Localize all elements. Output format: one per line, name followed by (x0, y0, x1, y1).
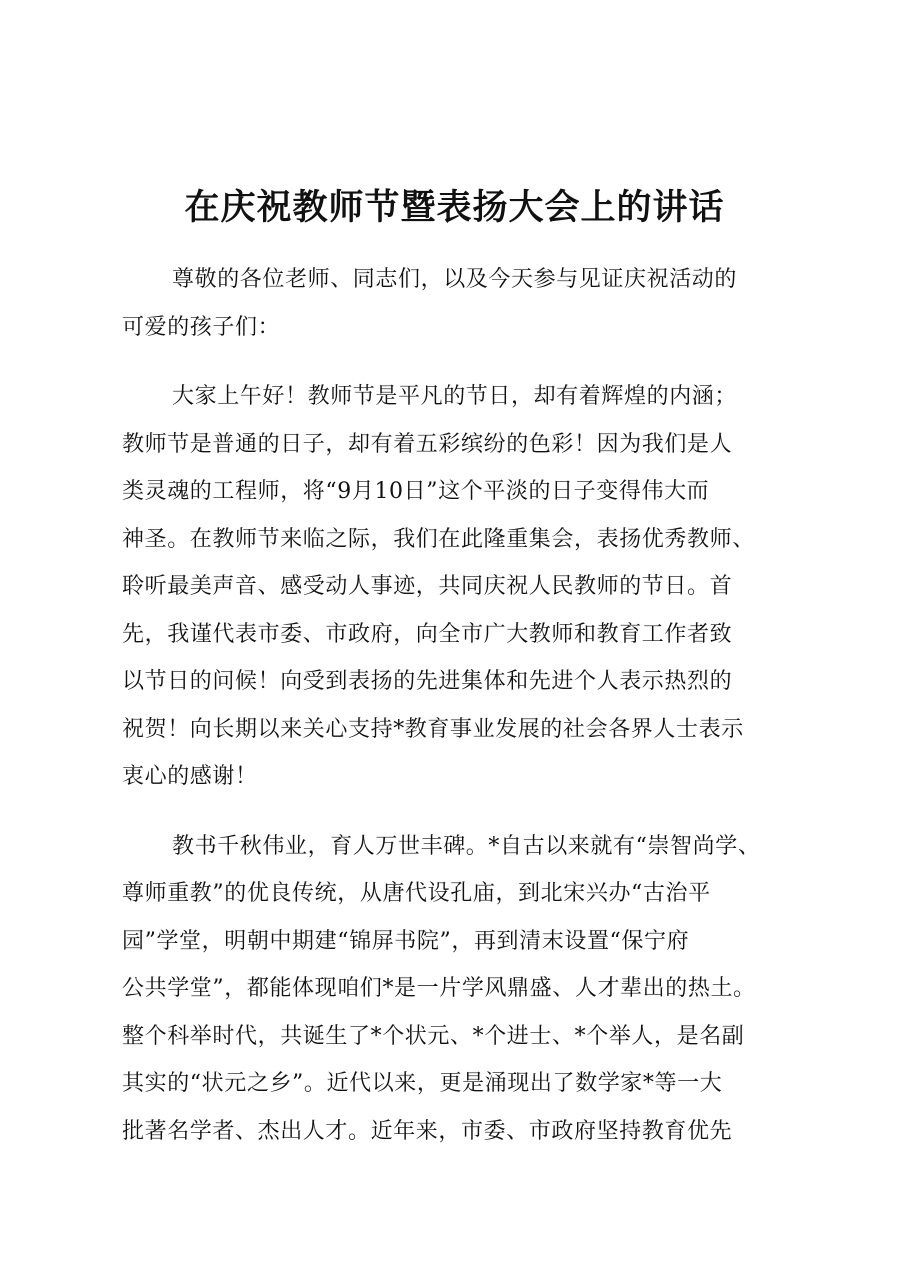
text-line: 公共学堂”，都能体现咱们*是一片学风鼎盛、人才辈出的热土。 (122, 976, 756, 1001)
text-line: 尊敬的各位老师、同志们，以及今天参与见证庆祝活动的 (172, 267, 738, 292)
text-line: 衷心的感谢！ (122, 764, 258, 789)
text-line: 聆听最美声音、感受动人事迹，共同庆祝人民教师的节日。首 (122, 574, 733, 599)
text-line: 批著名学者、杰出人才。近年来，市委、市政府坚持教育优先 (122, 1118, 733, 1144)
text-line: 祝贺！向长期以来关心支持*教育事业发展的社会各界人士表示 (122, 716, 744, 742)
text-line: 整个科举时代，共诞生了*个状元、*个进士、*个举人，是名副 (122, 1023, 745, 1049)
text-line: 教书千秋伟业，育人万世丰碑。*自古以来就有“崇智尚学、 (172, 833, 761, 859)
text-line: 神圣。在教师节来临之际，我们在此隆重集会，表扬优秀教师、 (122, 526, 755, 552)
page-title: 在庆祝教师节暨表扬大会上的讲话 (184, 187, 725, 228)
text-line: 教师节是普通的日子，却有着五彩缤纷的色彩！因为我们是人 (122, 431, 733, 457)
text-line: 尊师重教”的优良传统，从唐代设孔庙，到北宋兴办“古治平 (122, 881, 711, 906)
text-line: 类灵魂的工程师，将“9月10日”这个平淡的日子变得伟大而 (122, 479, 710, 504)
text-line: 可爱的孩子们： (122, 314, 281, 340)
text-line: 大家上午好！教师节是平凡的节日，却有着辉煌的内涵； (172, 384, 738, 409)
text-line: 先，我谨代表市委、市政府，向全市广大教师和教育工作者致 (122, 621, 733, 647)
paragraph-salutation (122, 256, 798, 351)
paragraph-greeting (122, 373, 798, 801)
document-body (122, 256, 798, 1177)
paragraph-history (122, 823, 798, 1156)
text-line: 园”学堂，明朝中期建“锦屏书院”，再到清末设置“保宁府 (122, 928, 690, 954)
text-line: 其实的“状元之乡”。近代以来，更是涌现出了数学家*等一大 (122, 1071, 723, 1096)
text-line: 以节日的问候！向受到表扬的先进集体和先进个人表示热烈的 (122, 669, 733, 694)
